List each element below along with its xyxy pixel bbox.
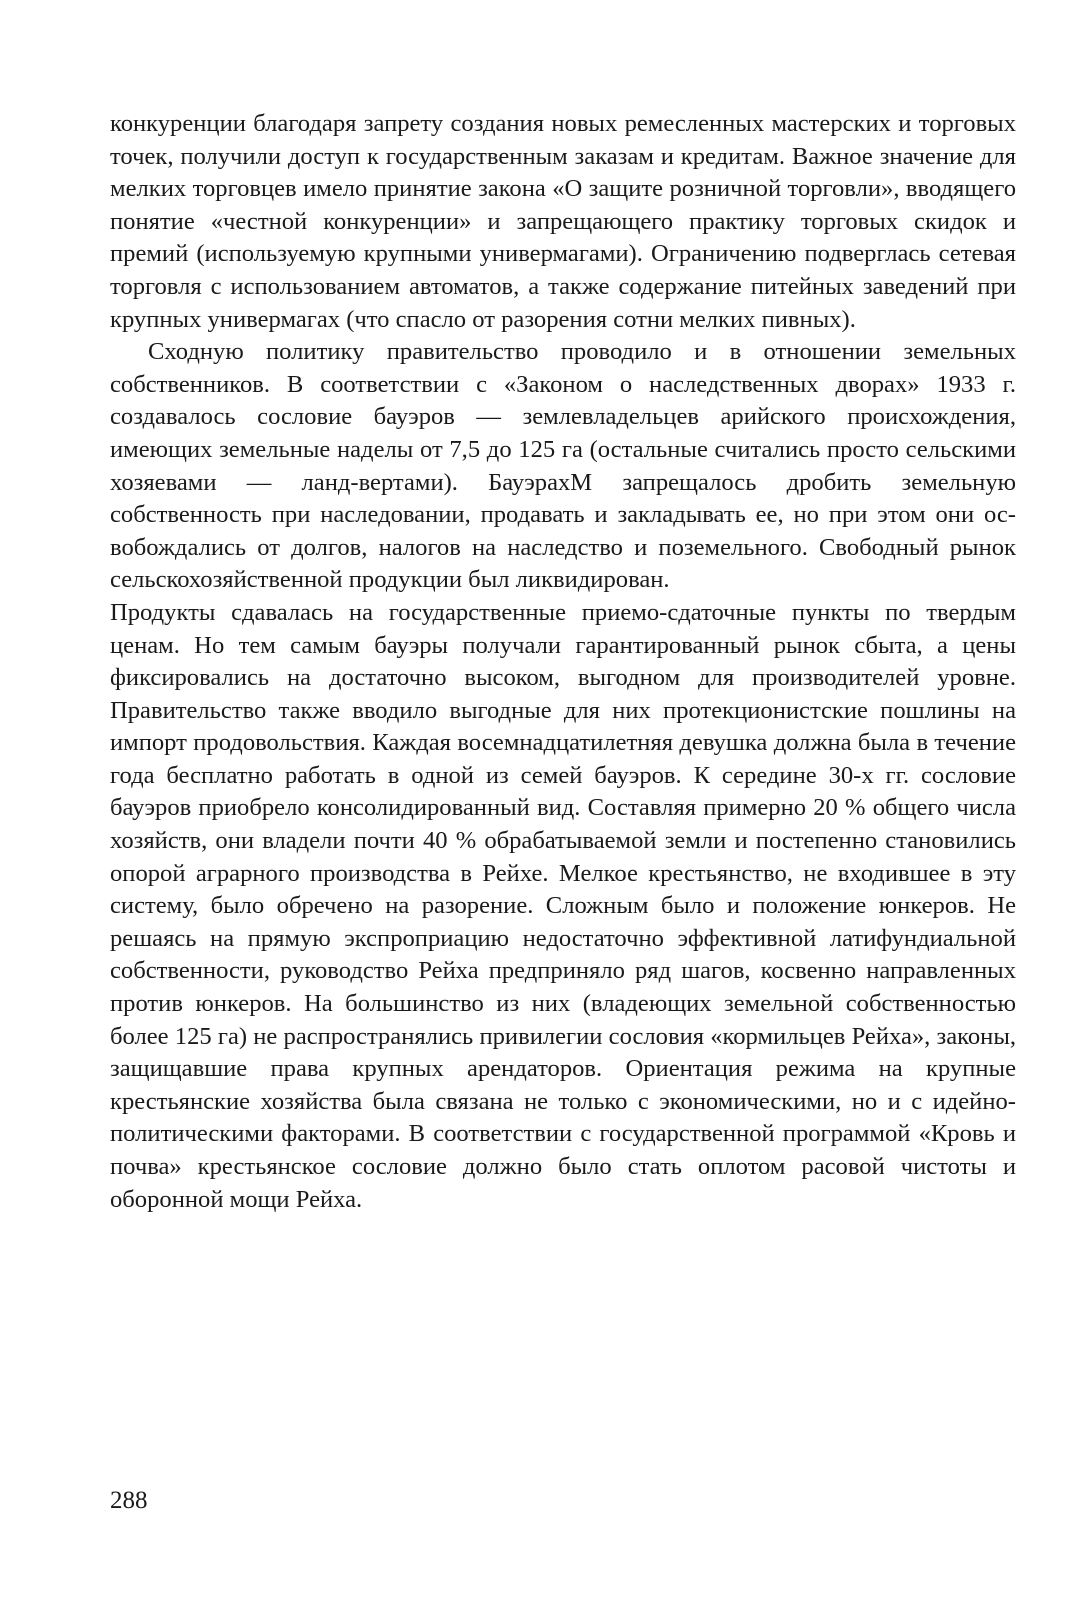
paragraph-1: конкуренции благодаря запрету создания новых ремесленных мастерских и торговых точек, получили доступ к государственным заказам и кредитам. Важное значение для мелких торговцев имело принятие закона «О защите розничной торговли», вводящего понятие «честной конкуренции» и запрещающего практику торговых скидок и премий (используемую крупными универмагами). Ограничению подверглась сетевая торговля с использованием автоматов, а также содержание питейных заведений при крупных универмагах (что спасло от разорения сотни мелких пивных). — [110, 110, 1016, 333]
paragraph-3: Продукты сдавалась на государственные приемо-сдаточные пункты по твердым ценам. Но тем самым бауэры получали гарантированный рынок сбыта, а цены фиксировались на достаточно высоком, выгодном для производителей уровне. Правительство также вводило выгодные для них протекционистские пошлины на импорт продовольствия. Каждая восемнадцатилетняя девушка должна была в течение года бесплатно работать в одной из семей бауэров. К середине 30-х гг. сословие бауэров приобрело консолидированный вид. Составляя примерно 20 % общего числа хозяйств, они владели почти 40 % обрабатываемой земли и постепенно становились опорой аграрного производства в Рейхе. Мелкое крестьянство, не входившее в эту систему, было обречено на разорение. Сложным было и положение юнкеров. Не решаясь на прямую экспроприацию недостаточно эффективной латифундиальной собственности, руководство Рейха предприняло ряд шагов, косвенно направленных против юнкеров. На большинство из них (владеющих земельной собственностью более 125 га) не распространялись привилегии сословия «кормильцев Рейха», законы, защищавшие права крупных арендаторов. Ориентация режима на крупные крестьянские хозяйства была связана не только с экономическими, но и с идейно-политическими факторами. В соответствии с государственной программой «Кровь и почва» крестьянское сословие должно было стать оплотом расовой чистоты и оборонной мощи Рейха. — [110, 598, 1016, 1213]
page-body — [110, 108, 1016, 1216]
page-number: 288 — [110, 1487, 148, 1514]
paragraph-2: Сходную политику правительство проводило и в отношении земельных собственников. В соответствии с «Законом о наследственных дворах» 1933 г. создавалось сословие бауэров — землевладельцев арийского происхождения, имеющих земельные наделы от 7,5 до 125 га (остальные считались просто сельскими хозяевами — ланд-вертами). БауэрахМ запрещалось дробить земельную собственность при наследовании, продавать и закладывать ее, но при этом они освобождались от долгов, налогов на наследство и поземельного. Свободный рынок сельскохозяйственной продукции был ликвидирован. — [110, 338, 1016, 594]
